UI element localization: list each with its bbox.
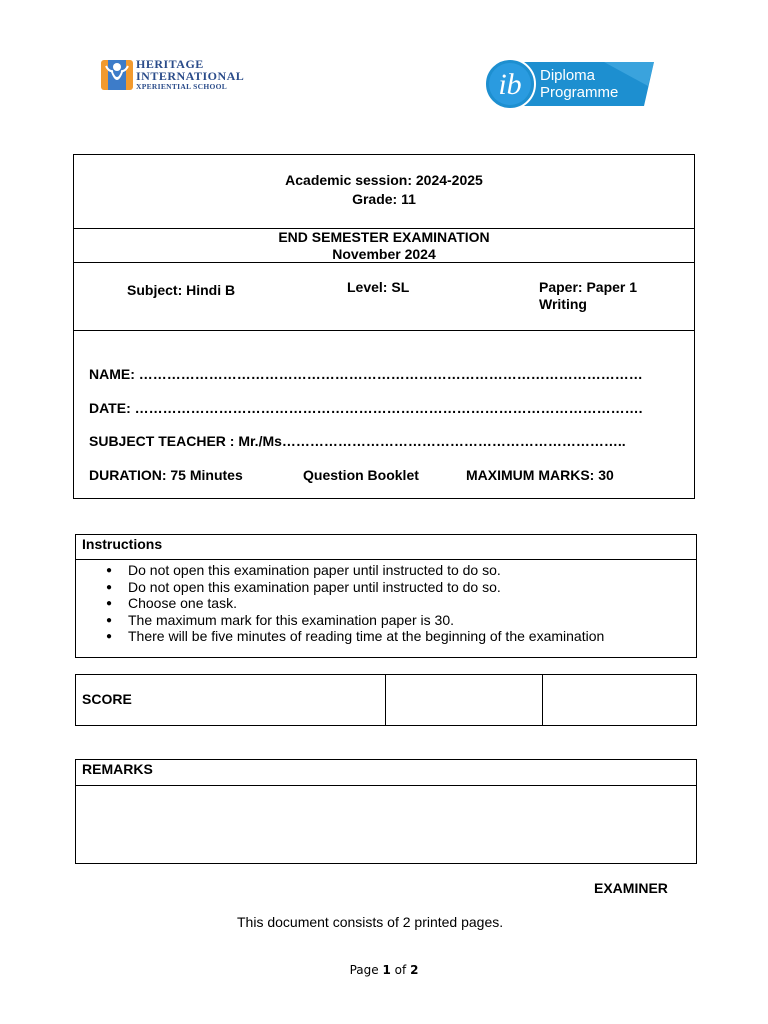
level-text: Level: SL (347, 279, 410, 295)
exam-title: END SEMESTER EXAMINATION (278, 229, 490, 245)
ib-line1: Diploma (540, 67, 596, 84)
examiner-label: EXAMINER (594, 880, 668, 896)
ib-letters: ib (498, 68, 522, 101)
instructions-list (106, 562, 604, 645)
score-cell-divider (542, 675, 543, 725)
school-logo (100, 58, 260, 96)
score-box (75, 674, 697, 726)
instruction-item: ● There will be five minutes of reading time at the beginning of the examination (106, 628, 604, 645)
remarks-label: REMARKS (82, 761, 153, 777)
divider (74, 262, 694, 263)
school-name-line2: INTERNATIONAL (136, 69, 245, 83)
school-name-line1: HERITAGE (136, 57, 204, 71)
score-label: SCORE (82, 691, 132, 707)
paper-type-text: Writing (539, 296, 587, 312)
ib-line2: Programme (540, 84, 619, 101)
page-footer (0, 963, 768, 977)
page-word: Page (349, 963, 379, 977)
instruction-item: ● The maximum mark for this examination paper is 30. (106, 612, 604, 629)
instructions-box (75, 534, 697, 658)
date-field: DATE: ………………………………………………………………………………………………. (89, 400, 643, 416)
name-field: NAME: ……………………………………………………………………………………………… (89, 366, 643, 382)
teacher-field: SUBJECT TEACHER : Mr./Ms……………………………………………………………….. (89, 433, 626, 449)
grade-text: Grade: 11 (352, 191, 416, 207)
paper-text: Paper: Paper 1 (539, 279, 638, 295)
school-emblem-icon (100, 58, 134, 92)
instruction-item: ● Do not open this examination paper until instructed to do so. (106, 562, 604, 579)
booklet-text: Question Booklet (303, 467, 419, 483)
instruction-item: ● Do not open this examination paper until instructed to do so. (106, 579, 604, 596)
duration-text: DURATION: 75 Minutes (89, 467, 243, 483)
exam-month: November 2024 (332, 246, 436, 262)
score-cell-divider (385, 675, 386, 725)
pages-note: This document consists of 2 printed pages. (237, 914, 504, 930)
remarks-box (75, 759, 697, 864)
divider (76, 559, 696, 560)
instructions-title: Instructions (82, 536, 163, 552)
max-marks-text: MAXIMUM MARKS: 30 (466, 467, 614, 483)
ib-logo (484, 56, 656, 110)
page-number: 1 (382, 963, 391, 977)
school-name-line3: XPERIENTIAL SCHOOL (136, 82, 228, 91)
of-word: of (394, 963, 407, 977)
divider (76, 785, 696, 786)
divider (74, 330, 694, 331)
subject-text: Subject: Hindi B (127, 282, 236, 298)
page-total: 2 (410, 963, 419, 977)
session-text: Academic session: 2024-2025 (285, 172, 483, 188)
exam-info-box (73, 154, 695, 499)
instruction-item: ● Choose one task. (106, 595, 604, 612)
